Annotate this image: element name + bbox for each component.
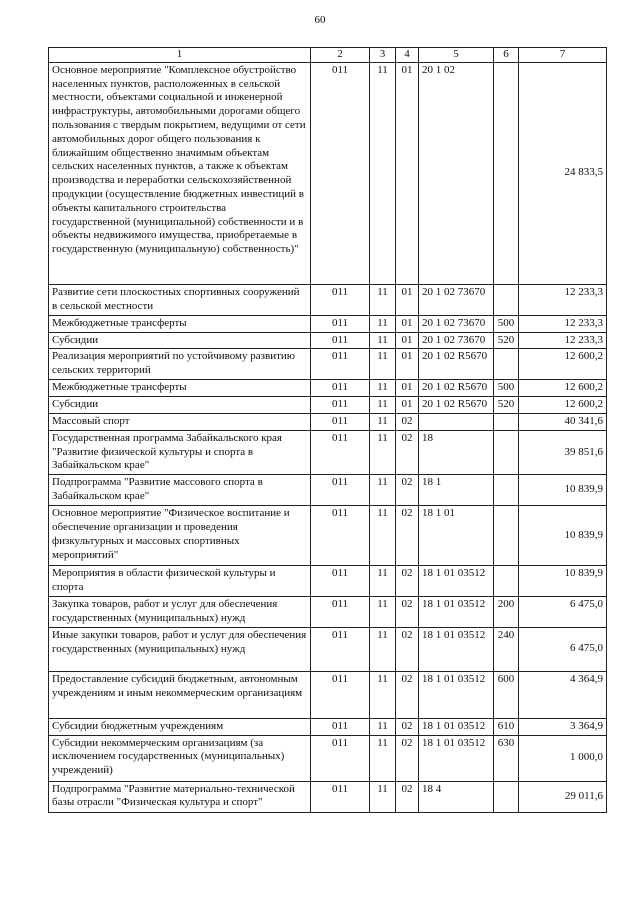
- row-section: 11: [370, 735, 396, 781]
- row-amount: 1 000,0: [519, 735, 607, 781]
- row-amount: 12 233,3: [519, 332, 607, 349]
- row-name: Основное мероприятие "Комплексное обустройство населенных пунктов, расположенных в сельской местности, объектами социальной и инженерной инфраструктуры, автомобильными дорогами общего пользования с твердым покрытием, ведущими от сети автомобильных дорог общего пользования к ближайшим общественно значимым объектам сельских населенных пунктов, а также к объектам производства и переработки сельскохозяйственной продукции (осуществление бюджетных инвестиций в объекты капитального строительства государственной (муниципальной) собственности и в объекты недвижимого имущества, приобретаемые в государственную (муниципальную) собственность)": [49, 62, 311, 284]
- row-section: 11: [370, 380, 396, 397]
- row-section: 11: [370, 284, 396, 315]
- row-target-article: 20 1 02 R5670: [419, 380, 494, 397]
- row-section: 11: [370, 671, 396, 718]
- row-target-article: 18 1 01 03512: [419, 671, 494, 718]
- row-section: 11: [370, 475, 396, 506]
- header-col-2: 2: [311, 48, 370, 63]
- row-amount: 12 600,2: [519, 397, 607, 414]
- row-target-article: 18 1: [419, 475, 494, 506]
- row-subsection: 02: [396, 627, 419, 671]
- row-amount: 10 839,9: [519, 475, 607, 506]
- row-name: Иные закупки товаров, работ и услуг для обеспечения государственных (муниципальных) нужд: [49, 627, 311, 671]
- table-row: [49, 413, 607, 430]
- row-ministry-code: 011: [311, 315, 370, 332]
- row-expense-type: [494, 475, 519, 506]
- row-target-article: 18 1 01: [419, 506, 494, 566]
- row-expense-type: [494, 781, 519, 812]
- row-expense-type: [494, 566, 519, 597]
- table-row: [49, 315, 607, 332]
- row-expense-type: [494, 506, 519, 566]
- row-subsection: 01: [396, 380, 419, 397]
- row-expense-type: 610: [494, 718, 519, 735]
- row-name: Реализация мероприятий по устойчивому развитию сельских территорий: [49, 349, 311, 380]
- row-amount: 12 233,3: [519, 284, 607, 315]
- row-ministry-code: 011: [311, 781, 370, 812]
- row-ministry-code: 011: [311, 349, 370, 380]
- row-expense-type: 600: [494, 671, 519, 718]
- row-target-article: 18 1 01 03512: [419, 566, 494, 597]
- row-subsection: 02: [396, 735, 419, 781]
- row-name: Межбюджетные трансферты: [49, 380, 311, 397]
- row-name: Развитие сети плоскостных спортивных сооружений в сельской местности: [49, 284, 311, 315]
- row-subsection: 01: [396, 349, 419, 380]
- row-expense-type: 630: [494, 735, 519, 781]
- row-expense-type: [494, 349, 519, 380]
- row-amount: 24 833,5: [519, 62, 607, 284]
- row-amount: 10 839,9: [519, 566, 607, 597]
- row-expense-type: 240: [494, 627, 519, 671]
- row-name: Субсидии некоммерческим организациям (за исключением государственных (муниципальных) учреждений): [49, 735, 311, 781]
- row-subsection: 01: [396, 397, 419, 414]
- table-row: [49, 475, 607, 506]
- table-row: [49, 332, 607, 349]
- row-subsection: 02: [396, 566, 419, 597]
- row-expense-type: [494, 284, 519, 315]
- row-target-article: 20 1 02: [419, 62, 494, 284]
- row-ministry-code: 011: [311, 475, 370, 506]
- header-row: [49, 48, 607, 63]
- row-ministry-code: 011: [311, 284, 370, 315]
- row-ministry-code: 011: [311, 506, 370, 566]
- row-section: 11: [370, 315, 396, 332]
- row-ministry-code: 011: [311, 62, 370, 284]
- row-ministry-code: 011: [311, 735, 370, 781]
- row-target-article: 18 1 01 03512: [419, 627, 494, 671]
- header-col-4: 4: [396, 48, 419, 63]
- row-ministry-code: 011: [311, 596, 370, 627]
- row-target-article: 18 4: [419, 781, 494, 812]
- row-expense-type: 200: [494, 596, 519, 627]
- header-col-6: 6: [494, 48, 519, 63]
- row-name: Межбюджетные трансферты: [49, 315, 311, 332]
- row-name: Мероприятия в области физической культуры и спорта: [49, 566, 311, 597]
- row-target-article: 18 1 01 03512: [419, 735, 494, 781]
- row-section: 11: [370, 718, 396, 735]
- row-ministry-code: 011: [311, 397, 370, 414]
- row-section: 11: [370, 596, 396, 627]
- row-expense-type: [494, 62, 519, 284]
- row-ministry-code: 011: [311, 566, 370, 597]
- row-target-article: 20 1 02 73670: [419, 315, 494, 332]
- row-subsection: 02: [396, 718, 419, 735]
- row-ministry-code: 011: [311, 413, 370, 430]
- row-name: Предоставление субсидий бюджетным, автономным учреждениям и иным некоммерческим организациям: [49, 671, 311, 718]
- table-row: [49, 284, 607, 315]
- row-subsection: 02: [396, 671, 419, 718]
- row-amount: 3 364,9: [519, 718, 607, 735]
- row-ministry-code: 011: [311, 718, 370, 735]
- row-name: Закупка товаров, работ и услуг для обеспечения государственных (муниципальных) нужд: [49, 596, 311, 627]
- row-section: 11: [370, 349, 396, 380]
- row-amount: 6 475,0: [519, 596, 607, 627]
- row-amount: 6 475,0: [519, 627, 607, 671]
- row-ministry-code: 011: [311, 380, 370, 397]
- row-target-article: 18 1 01 03512: [419, 718, 494, 735]
- row-section: 11: [370, 566, 396, 597]
- row-target-article: 20 1 02 73670: [419, 332, 494, 349]
- row-subsection: 02: [396, 506, 419, 566]
- header-col-7: 7: [519, 48, 607, 63]
- row-subsection: 01: [396, 62, 419, 284]
- table-row: [49, 596, 607, 627]
- row-expense-type: 520: [494, 397, 519, 414]
- row-subsection: 02: [396, 475, 419, 506]
- row-target-article: 18: [419, 430, 494, 474]
- table-row: [49, 627, 607, 671]
- table-row: [49, 397, 607, 414]
- row-amount: 12 233,3: [519, 315, 607, 332]
- header-col-3: 3: [370, 48, 396, 63]
- row-subsection: 02: [396, 430, 419, 474]
- table-row: [49, 349, 607, 380]
- budget-table: [48, 47, 607, 813]
- row-amount: 10 839,9: [519, 506, 607, 566]
- table-row: [49, 430, 607, 474]
- table-row: [49, 718, 607, 735]
- row-target-article: 18 1 01 03512: [419, 596, 494, 627]
- row-subsection: 01: [396, 332, 419, 349]
- row-name: Государственная программа Забайкальского края "Развитие физической культуры и спорта в Забайкальском крае": [49, 430, 311, 474]
- table-row: [49, 566, 607, 597]
- row-name: Подпрограмма "Развитие массового спорта в Забайкальском крае": [49, 475, 311, 506]
- row-expense-type: 520: [494, 332, 519, 349]
- table-row: [49, 671, 607, 718]
- table-row: [49, 781, 607, 812]
- row-target-article: 20 1 02 R5670: [419, 397, 494, 414]
- row-section: 11: [370, 413, 396, 430]
- row-subsection: 02: [396, 413, 419, 430]
- header-col-1: 1: [49, 48, 311, 63]
- row-subsection: 02: [396, 781, 419, 812]
- row-name: Субсидии бюджетным учреждениям: [49, 718, 311, 735]
- row-section: 11: [370, 430, 396, 474]
- row-ministry-code: 011: [311, 671, 370, 718]
- row-name: Основное мероприятие "Физическое воспитание и обеспечение организации и проведения физкультурных и массовых спортивных мероприятий": [49, 506, 311, 566]
- row-section: 11: [370, 506, 396, 566]
- row-amount: 29 011,6: [519, 781, 607, 812]
- table-row: [49, 62, 607, 284]
- row-name: Субсидии: [49, 397, 311, 414]
- row-section: 11: [370, 62, 396, 284]
- row-name: Подпрограмма "Развитие материально-технической базы отрасли "Физическая культура и спорт": [49, 781, 311, 812]
- row-expense-type: [494, 430, 519, 474]
- row-ministry-code: 011: [311, 430, 370, 474]
- row-subsection: 01: [396, 284, 419, 315]
- row-subsection: 02: [396, 596, 419, 627]
- row-section: 11: [370, 627, 396, 671]
- row-expense-type: 500: [494, 380, 519, 397]
- header-col-5: 5: [419, 48, 494, 63]
- row-section: 11: [370, 332, 396, 349]
- table-row: [49, 380, 607, 397]
- row-expense-type: 500: [494, 315, 519, 332]
- row-amount: 40 341,6: [519, 413, 607, 430]
- row-amount: 4 364,9: [519, 671, 607, 718]
- row-section: 11: [370, 397, 396, 414]
- row-target-article: 20 1 02 73670: [419, 284, 494, 315]
- table-row: [49, 506, 607, 566]
- row-name: Массовый спорт: [49, 413, 311, 430]
- row-ministry-code: 011: [311, 332, 370, 349]
- row-target-article: [419, 413, 494, 430]
- row-subsection: 01: [396, 315, 419, 332]
- row-expense-type: [494, 413, 519, 430]
- row-amount: 12 600,2: [519, 380, 607, 397]
- row-section: 11: [370, 781, 396, 812]
- row-amount: 12 600,2: [519, 349, 607, 380]
- row-name: Субсидии: [49, 332, 311, 349]
- table-row: [49, 735, 607, 781]
- row-amount: 39 851,6: [519, 430, 607, 474]
- row-ministry-code: 011: [311, 627, 370, 671]
- row-target-article: 20 1 02 R5670: [419, 349, 494, 380]
- page-number: 60: [314, 14, 326, 26]
